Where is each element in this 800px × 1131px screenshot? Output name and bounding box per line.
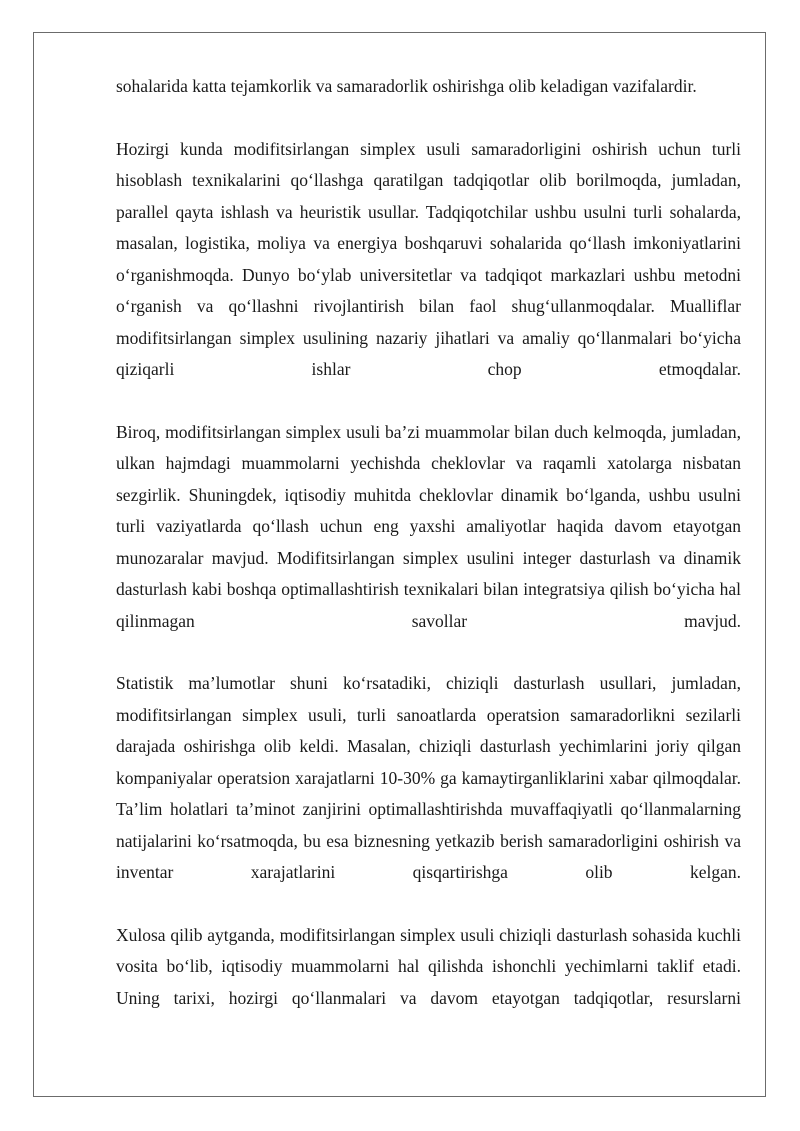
paragraph-current-research: Hozirgi kunda modifitsirlangan simplex usuli samaradorligini oshirish uchun turli hisoblash texnikalarini qo‘llashga qaratilgan tadqiqotlar olib borilmoqda, jumladan, parallel qayta ishlash va heuristik usullar. Tadqiqotchilar ushbu usulni turli sohalarda, masalan, logistika, moliya va energiya boshqaruvi sohalarida qo‘llash imkoniyatlarini o‘rganishmoqda. Dunyo bo‘ylab universitetlar va tadqiqot markazlari ushbu metodni o‘rganish va qo‘llashni rivojlantirish bilan faol shug‘ullanmoqdalar. Mualliflar modifitsirlangan simplex usulining nazariy jihatlari va amaliy qo‘llanmalari bo‘yicha qiziqarli ishlar chop etmoqdalar. [116,138,741,379]
paragraph-continuation: sohalarida katta tejamkorlik va samaradorlik oshirishga olib keladigan vazifalardir. [116,76,697,96]
paragraph-statistics: Statistik ma’lumotlar shuni ko‘rsatadiki, chiziqli dasturlash usullari, jumladan, modifitsirlangan simplex usuli, turli sanoatlarda operatsion samaradorlikni sezilarli darajada oshirishga olib keldi. Masalan, chiziqli dasturlash yechimlarini joriy qilgan kompaniyalar operatsion xarajatlarni 10-30% ga kamaytirganliklarini xabar qilmoqdalar. Ta’lim holatlari ta’minot zanjirini optimallashtirishda muvaffaqiyatli qo‘llanmalarning natijalarini ko‘rsatmoqda, bu esa biznesning yetkazib berish samaradorligini oshirish va inventar xarajatlarini qisqartirishga olib kelgan. [116,673,741,882]
paragraph-conclusion: Xulosa qilib aytganda, modifitsirlangan simplex usuli chiziqli dasturlash sohasida kuchli vosita bo‘lib, iqtisodiy muammolarni hal qilishda ishonchli yechimlarni taklif etadi. Uning tarixi, hozirgi qo‘llanmalari va davom etayotgan tadqiqotlar, resurslarni [116,924,741,1008]
paragraph-challenges: Biroq, modifitsirlangan simplex usuli ba’zi muammolar bilan duch kelmoqda, jumladan, ulkan hajmdagi muammolarni yechishda cheklovlar va raqamli xatolarga nisbatan sezgirlik. Shuningdek, iqtisodiy muhitda cheklovlar dinamik bo‘lganda, ushbu usulni turli vaziyatlarda qo‘llash uchun eng yaxshi amaliyotlar haqida davom etayotgan munozaralar mavjud. Modifitsirlangan simplex usulini integer dasturlash va dinamik dasturlash kabi boshqa optimallashtirish texnikalari bilan integratsiya qilish bo‘yicha hal qilinmagan savollar mavjud. [116,421,741,631]
document-body [116,71,741,1014]
